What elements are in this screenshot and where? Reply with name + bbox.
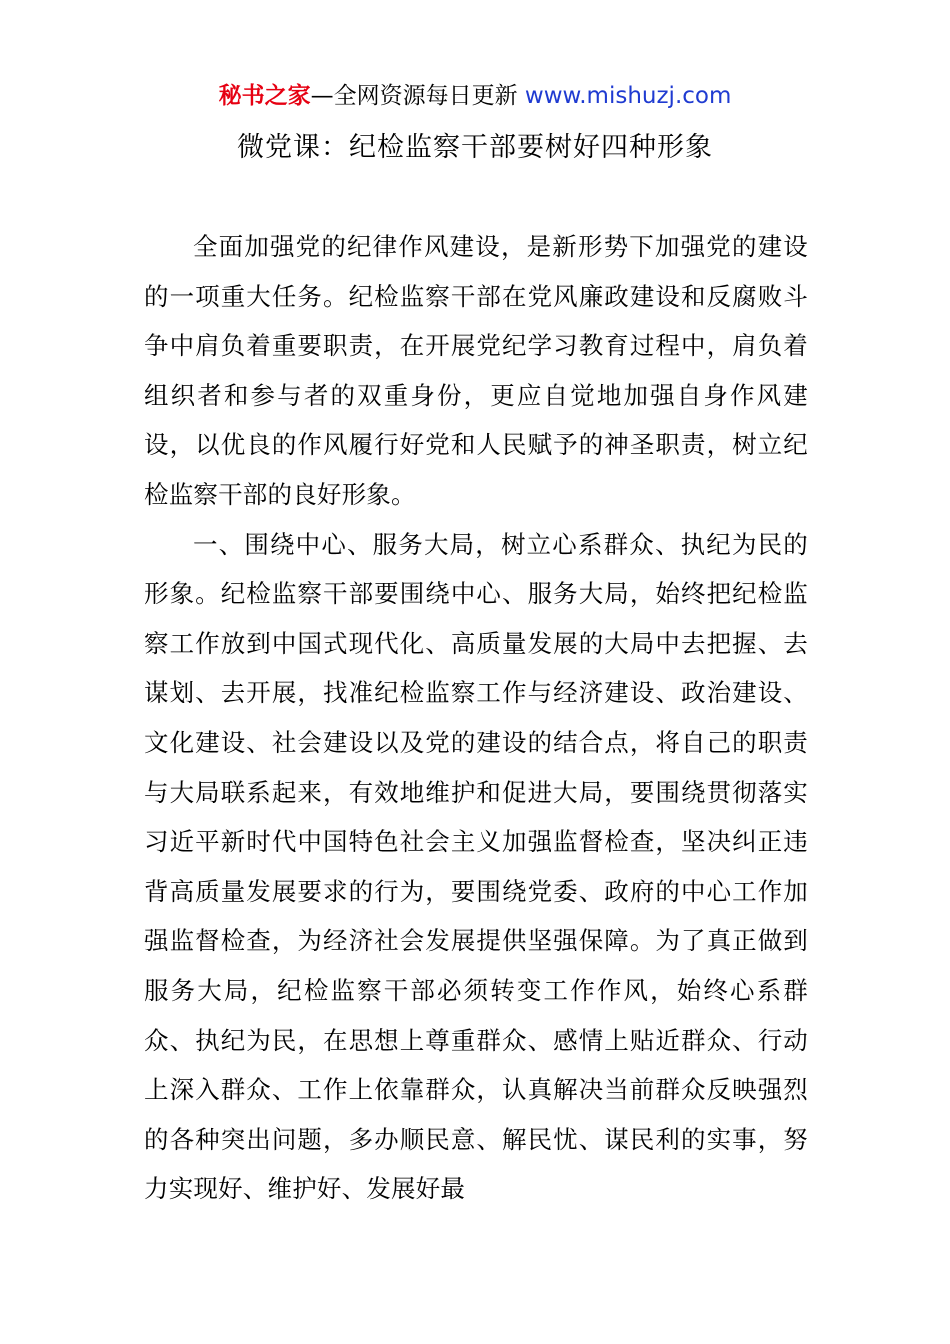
brand-name: 秘书之家: [218, 83, 311, 109]
site-header: [0, 80, 950, 112]
paragraph-section-1: 一、围绕中心、服务大局，树立心系群众、执纪为民的形象。纪检监察干部要围绕中心、服务大局，始终把纪检监察工作放到中国式现代化、高质量发展的大局中去把握、去谋划、去开展，找准纪检监察工作与经济建设、政治建设、文化建设、社会建设以及党的建设的结合点，将自己的职责与大局联系起来，有效地维护和促进大局，要围绕贯彻落实习近平新时代中国特色社会主义加强监督检查，坚决纠正违背高质量发展要求的行为，要围绕党委、政府的中心工作加强监督检查，为经济社会发展提供坚强保障。为了真正做到服务大局，纪检监察干部必须转变工作作风，始终心系群众、执纪为民，在思想上尊重群众、感情上贴近群众、行动上深入群众、工作上依靠群众，认真解决当前群众反映强烈的各种突出问题，多办顺民意、解民忧、谋民利的实事，努力实现好、维护好、发展好最: [144, 529, 808, 1204]
document-title: 微党课：纪检监察干部要树好四种形象: [237, 132, 713, 163]
paragraph-intro: 全面加强党的纪律作风建设，是新形势下加强党的建设的一项重大任务。纪检监察干部在党风廉政建设和反腐败斗争中肩负着重要职责，在开展党纪学习教育过程中，肩负着组织者和参与者的双重身份，更应自觉地加强自身作风建设，以优良的作风履行好党和人民赋予的神圣职责，树立纪检监察干部的良好形象。: [144, 232, 808, 509]
site-url-link[interactable]: www.mishuzj.com: [524, 83, 732, 109]
document-body: [144, 222, 808, 1214]
site-tagline: —全网资源每日更新: [310, 83, 525, 109]
